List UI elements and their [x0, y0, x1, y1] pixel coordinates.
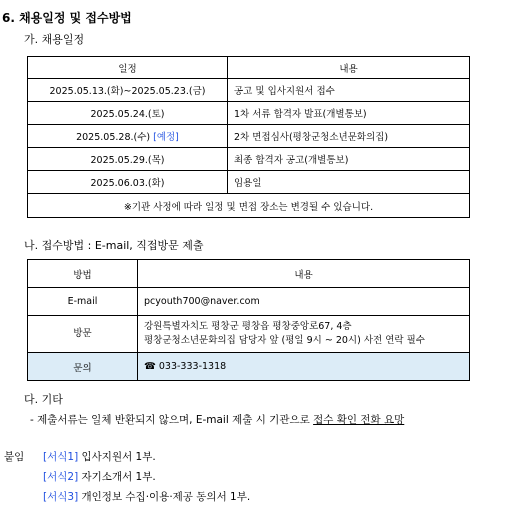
schedule-note-row [28, 194, 470, 218]
schedule-content: 임용일 [228, 171, 470, 194]
schedule-tentative-tag: [예정] [153, 132, 179, 143]
visit-row [28, 316, 470, 353]
application-header-row [28, 260, 470, 288]
schedule-date [28, 79, 228, 102]
attachment-item [43, 469, 156, 484]
application-table [27, 259, 470, 381]
attachment-item [43, 449, 156, 464]
etc-heading: 다. 기타 [24, 393, 63, 406]
schedule-header-content: 내용 [228, 57, 470, 79]
schedule-row [28, 148, 470, 171]
schedule-date [28, 171, 228, 194]
attachment-form-tag: [서식2] [43, 471, 79, 483]
email-row [28, 288, 470, 316]
application-header-content: 내용 [138, 260, 470, 288]
email-address: pcyouth700@naver.com [138, 288, 470, 316]
inquiry-content [138, 353, 470, 381]
attachment-item [43, 489, 250, 504]
application-header-method: 방법 [28, 260, 138, 288]
attachment-form-tag: [서식1] [43, 451, 79, 463]
schedule-note: ※기관 사정에 따라 일정 및 면접 장소는 변경될 수 있습니다. [28, 194, 470, 218]
inquiry-label: 문의 [28, 353, 138, 381]
schedule-table [27, 56, 470, 218]
attachment-text: 개인정보 수집·이용·제공 동의서 1부. [78, 491, 251, 503]
application-heading: 나. 접수방법 : E-mail, 직접방문 제출 [24, 239, 204, 252]
visit-content [138, 316, 470, 353]
schedule-content: 2차 면접심사(평창군청소년문화의집) [228, 125, 470, 148]
attachment-text: 자기소개서 1부. [78, 471, 156, 483]
schedule-date-text: 2025.05.28.(수) [76, 132, 154, 143]
etc-note-emphasis: 접수 확인 전화 요망 [313, 414, 405, 426]
visit-address: 강원특별자치도 평창군 평창읍 평창중앙로67, 4층 [144, 321, 352, 332]
etc-note-text: - 제출서류는 일체 반환되지 않으며, E-mail 제출 시 기관으로 [30, 414, 314, 426]
schedule-date-text: 2025.06.03.(화) [90, 178, 165, 189]
schedule-header-row [28, 57, 470, 79]
etc-note [30, 412, 404, 427]
visit-label: 방문 [28, 316, 138, 353]
phone-number: 033-333-1318 [158, 361, 227, 372]
attachment-form-tag: [서식3] [43, 491, 79, 503]
schedule-date [28, 125, 228, 148]
schedule-row [28, 125, 470, 148]
email-label: E-mail [28, 288, 138, 316]
schedule-row [28, 171, 470, 194]
section-title: 6. 채용일정 및 접수방법 [2, 11, 132, 25]
schedule-date-text: 2025.05.13.(화)~2025.05.23.(금) [49, 86, 206, 97]
schedule-date [28, 148, 228, 171]
schedule-date [28, 102, 228, 125]
schedule-content: 공고 및 입사지원서 접수 [228, 79, 470, 102]
attachments-label: 붙임 [4, 451, 25, 463]
visit-instructions: 평창군청소년문화의집 담당자 앞 (평일 9시 ~ 20시) 사전 연락 필수 [144, 335, 425, 346]
inquiry-row [28, 353, 470, 381]
schedule-date-text: 2025.05.29.(목) [90, 155, 165, 166]
attachment-text: 입사지원서 1부. [78, 451, 156, 463]
schedule-header-date: 일정 [28, 57, 228, 79]
phone-icon: ☎ [144, 361, 156, 372]
schedule-heading: 가. 채용일정 [24, 33, 85, 46]
schedule-row [28, 102, 470, 125]
schedule-row [28, 79, 470, 102]
schedule-date-text: 2025.05.24.(토) [90, 109, 165, 120]
schedule-content: 최종 합격자 공고(개별통보) [228, 148, 470, 171]
schedule-content: 1차 서류 합격자 발표(개별통보) [228, 102, 470, 125]
